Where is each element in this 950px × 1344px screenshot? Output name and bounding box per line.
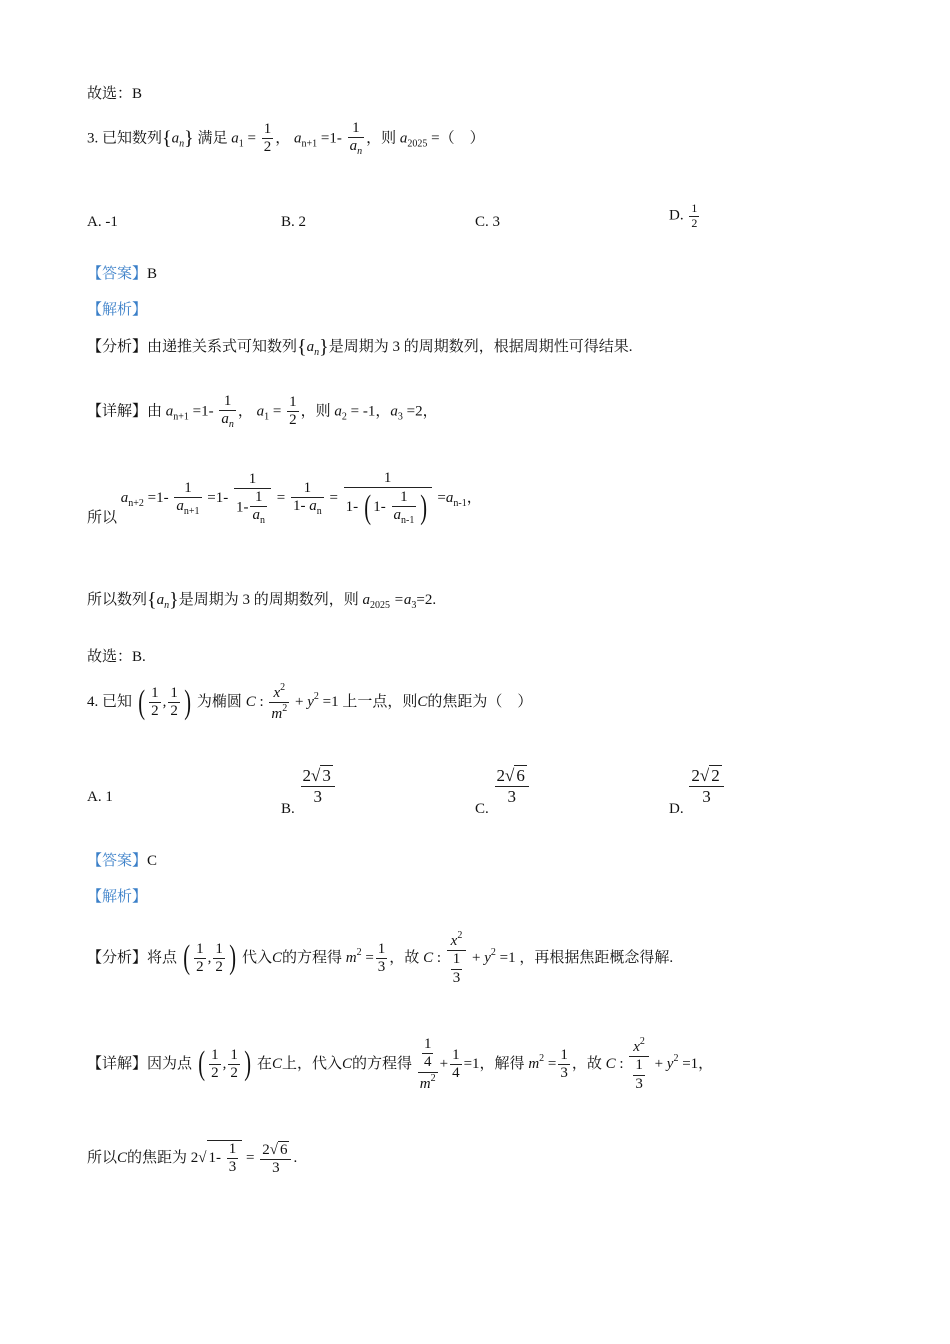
q4-option-a: A. 1 [87, 789, 113, 805]
q4-conclusion: 所以C的焦距为 2√ 1- $\frac{1}{3}$ = $\frac{2√ 6}{3}$ . [87, 1141, 298, 1176]
q3-period: 所以数列$\{a_n\}$是周期为 3 的周期数列，则 $a_{2025} =a_3=2$. [87, 589, 437, 612]
q4-option-b: B. $\frac{2√ 3}{3}$ [281, 765, 337, 818]
q3-stem: 3. 已知数列$\{a_n\}$ 满足 $a_1$ = $\frac{1}{2}$ ， $a_{n+1} =1-$ $\frac{1}{a_n}$ ，则 $a_{2025}$ =（ ） [87, 120, 485, 158]
q3-final: 故选：B. [87, 649, 146, 665]
q3-option-c: C. 3 [475, 214, 501, 230]
q4-option-d: D. $\frac{2√ 2}{3}$ [669, 765, 726, 818]
q3-fenxi: 【分析】由递推关系式可知数列$\{a_n\}$是周期为 3 的周期数列，根据周期性可得结果. [87, 336, 633, 359]
q4-fenxi: 【分析】将点 ( $\frac{1}{2}$ , $\frac{1}{2}$ ) 代入C的方程得 $m^2$ = $\frac{1}{3}$ ，故 C : $\frac{x^2}{\frac{1}{3}}$ + $y^2 =1$ ，再根据焦距概念得解. [87, 930, 674, 986]
q4-option-c: C. $\frac{2√ 6}{3}$ [475, 765, 531, 818]
q3-answer: 【答案】B [87, 266, 158, 282]
q4-stem: 4. 已知 ( $\frac{1}{2}$ , $\frac{1}{2}$ ) 为椭圆 C : $\frac{x^2}{m^2}$ + $y^2 =1$ 上一点，则C的焦距为（ ） [87, 682, 533, 723]
q3-option-d: D. $\frac{1}{2}$ [669, 201, 698, 230]
q4-analysis-tag: 【解析】 [87, 889, 148, 905]
q3-derivation: 所以 $a_{n+2} =1-$ $\frac{1}{a_{n+1}}$ =1- 1 1- $\frac{1}{a_n}$ = $\frac{1}{1- a_n}$ = 1 1- ( 1- $\frac{1}{a_{n-1}}$ ) $=a_{n-1}$， [87, 470, 482, 527]
q4-answer: 【答案】C [87, 853, 158, 869]
q3-option-a: A. -1 [87, 214, 118, 230]
q3-option-b: B. 2 [281, 214, 307, 230]
prev-conclusion: 故选：B [87, 86, 143, 102]
q4-detail: 【详解】因为点 ( $\frac{1}{2}$ , $\frac{1}{2}$ ) 在C上，代入C的方程得 $\frac{\frac{1}{4}}{m^2}$ + $\frac{1}{4}$ =1，解得 $m^2$ = $\frac{1}{3}$ ，故 C : $\frac{x^2}{\frac{1}{3}}$ + $y^2 =1$， [87, 1036, 714, 1092]
q3-detail: 【详解】由 $a_{n+1} =1-$ $\frac{1}{a_n}$ ， $a_1$ = $\frac{1}{2}$ ，则 $a_2 = -1$，$a_3 =2$， [87, 393, 438, 431]
q3-analysis-tag: 【解析】 [87, 302, 148, 318]
